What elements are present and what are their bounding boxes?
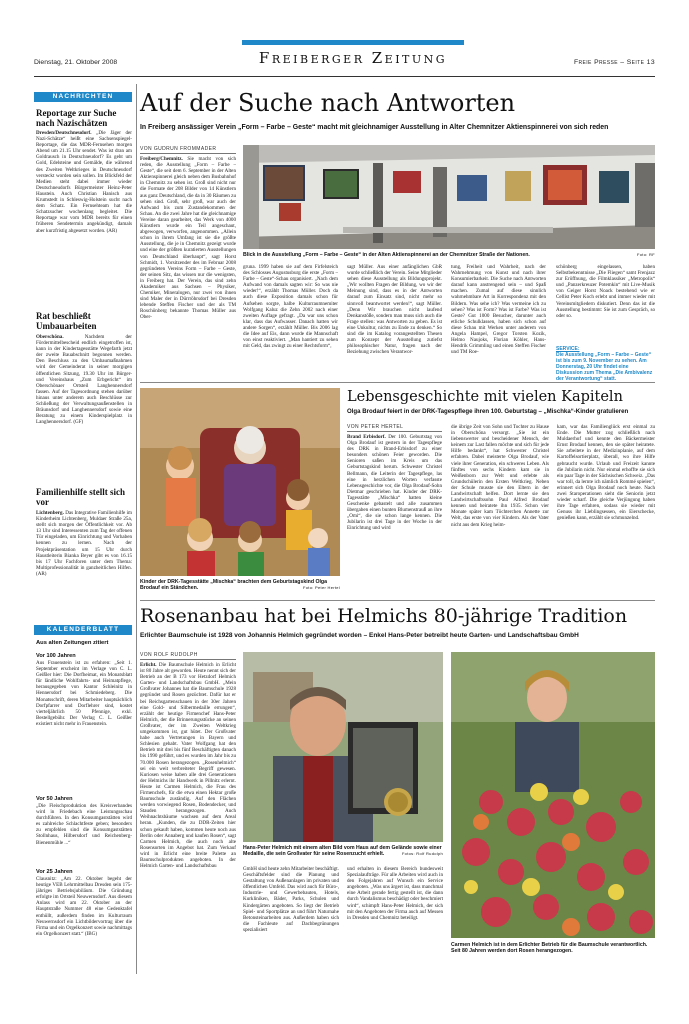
article1-photo	[243, 145, 655, 249]
article2-headline: Lebensgeschichte mit vielen Kapiteln	[347, 389, 623, 405]
masthead-paper-title: Freiberger Zeitung	[258, 49, 448, 67]
article3-photo-1-caption	[243, 845, 443, 857]
birthday-photo-graphic	[140, 388, 340, 576]
sidebar-divider	[136, 84, 137, 974]
calendar-entry-title: Vor 25 Jahren	[36, 869, 73, 875]
article3-photo-credit: Fotos: Rolf Rudolph	[401, 851, 443, 857]
calendar-subtitle: Aus alten Zeitungen zitiert	[36, 640, 109, 646]
sidebar-item-text	[36, 334, 132, 484]
article3-column-2: GmbH sind heute zehn Mitarbeiter beschäftigt. Geschäftsfelder sind die Planung und Gestaltung von Außenanlagen im privaten und öffentlichen Umfeld. Das wird auch für Büro-, Industrie- und Gewerbebauten, Hotels, Kurkliniken, Bäder, Parks, Schulen und Kindergärten angeboten. So liegt der Betrieb Spiel- und Sportplätze an und führt Naturnahe Betonsteinarbeiten aus. Außerdem haben sich die Fachleute auf Dachbegrünungen spezialisiert	[243, 866, 339, 933]
article1-headline: Auf der Suche nach Antworten	[140, 89, 516, 117]
sidebar-item-text	[36, 130, 132, 305]
article3-byline: VON ROLF RUDOLPH	[140, 652, 236, 660]
article2-text: Der 100. Geburtstag von Olga Brodauf ist gestern in der Tagespflege des DRK in Brand-Erbisdorf zu einer besonders schönen Feier geworden. Die Senioren saßen im Kreis um das Geburtstagskind herum. Schwester Christel Bellmann, die Leiterin der Tagespflege, las eine in herzlichen Worten verfasste Lebensgeschichte vor, die Olga Brodauf-Sohn Dietmar geschrieben hat. Kinder der DRK-Tagesstätte „Mischka“ hatten kleine Geschenke gebastelt und alle zusammen übergaben einen bunten Blumenstrauß an ihre „Omi“, die sie schon lange kennen. Die Jubilarin ist drei Tage in der Woche in der Einrichtung und wird	[347, 434, 442, 532]
article2-bottom-rule	[140, 600, 655, 601]
article2-column-2: die übrige Zeit von Sohn und Tochter zu Hause in Oberschöna versorgt. „Sie ist ein liebenswerter und bescheidener Mensch, der keinem zur Last fallen möchte und sich für jede Hilfe bedankt“, hat Schwester Christel erfahren. Dabei meisterte Olga Brodauf, wie viele ihrer Generation, ein schweres Leben. Als fünftes von sechs Kindern kam sie in Weißenborn zur Welt und erlebte als Grundschülerin den Ersten Weltkrieg. Neben der Schule musste sie den Eltern in der Landwirtschaft helfen. Dort lernte sie den Landwirtschaftssohn Paul Alfred Brodauf kennen und heiratete ihn 1935. Schon vier Monate später kam Töchterchen Annette zur Welt, das erste von vier Kindern. Als der Vater nicht aus dem Krieg heim-	[451, 424, 549, 528]
article2-photo-credit: Foto: Peter Hertel	[303, 585, 340, 591]
article3-place: Erlicht.	[140, 662, 157, 668]
article1-service-text: Die Ausstellung „Form – Farbe – Geste“ ist bis zum 9. November zu sehen. Am Donnerstag, 20 Uhr findet eine Diskussion zum Thema „Die Ambivalenz der Verantwortung“ statt.	[556, 352, 653, 382]
article2-subhead: Olga Brodauf feiert in der DRK-Tagespflege ihren 100. Geburtstag – „Mischka“-Kinder gratulieren	[347, 408, 629, 415]
article1-caption-text: Blick in die Ausstellung „Form – Farbe – Geste“ in der Alten Aktienspinnerei an der Chemnitzer Straße der Nationen.	[243, 252, 530, 258]
sidebar-item-body: Das Integrative Familienhilfe im Kinderheim Lichtenberg, Muldaer Straße 25a, stellt sich morgen der Öffentlichkeit vor. Ab 13 Uhr sind Interessenten zum Tag der offenen Tür eingeladen, um Einrichtung und Vorhaben kennen zu lernen. Nach der Projektpräsentation um 15 Uhr durch Haustleiterin Bianka Beyer gibt es von 16.15 bis 17 Uhr Fachforen unter dem Thema: Multiprofessionalität in ganzheitlichen Hilfen. (AR)	[36, 510, 132, 577]
masthead-accent-bar	[242, 40, 464, 45]
article1-column-3: sagt Müller. Aus einer anfänglichen GbR wurde schließlich der Verein. Seine Mitglieder sehen diese Ausstellung als Bildungsprojekt. „Wir wollten Fragen der Bildung, wo wir der Meinung sind, dass es in der Antworten darauf zum Einsatz sind, nicht mehr so sinnvoll beantwortet werden!“, sagt Müller. „Denn Wir brauchen nicht laufend Denkanstöße, sondern man muss sich auch die Frage stellen: was Antworten zu geben. Es ist eine Unkultur, nichts zu Ende zu denken.“ So sind die im Katalog vorangestellten Thesen zum Konzept der Ausstellung zutiefst philosophischer Natur, fragen nach der Beziehung zwischen Verantwor-	[347, 264, 442, 356]
article2-photo	[140, 388, 340, 576]
article1-column-2: gruna. 1999 haben sie auf dem Firfelsteich des Schlosses Augustusburg die erste „Form – Farbe – Geste“-Schau organisiert. „Nach dem Aufwand von damals sagten wir: So was nie wieder!“, erzählt Thomas Müller. Doch da auch diese Exposition damals schon für Aufsehen sorgte, halbe Kulturraumnemiter Wolfgang Kaluz die Zehn 2002 nach einer zweiten Auflage gefragt. „Da war uns schon klar, dass das Aufwasser. Danach hatten wir andere Sorgen“, erzählt Müller. Bis 2006 lag die Idee auf Eis, dann wurde die Mannschaft von einst reaktiviert. „Man hantiert zu sehen mit Geld, das zwingt zu einer Rechtsform“,	[243, 264, 338, 350]
article1-column-5: schönberg eingelassen, haben Selbstbekenntnisse „Die Fliegen“ samt Frenjazz zur Eröffnung, die Filmklassiker „Metropolis“ und „Panzerkreuzer Potemkin“ mit Live-Musik von Geiger Horst Noack bestehend wie er Cellist Peter Koch erlebt und immer wieder mit Vereinsmitgliedern diskutiert. Denn das ist die Ausstellung bestimmt: Sie ist zum Gespräch, so oder so.	[556, 264, 655, 319]
article2-caption-text: Kinder der DRK-Tagesstätte „Mischka“ brachten dem Geburtstagskind Olga Brodauf ein Ständchen.	[140, 579, 327, 592]
calendar-entry-title: Vor 100 Jahren	[36, 653, 76, 659]
masthead-page-info: Freie Presse – Seite 13	[573, 59, 655, 66]
article3-column-1	[140, 662, 236, 974]
article1-column-1	[140, 156, 236, 374]
article1-photo-caption	[243, 252, 655, 258]
sidebar-item-title: Familienhilfe stellt sich vor	[36, 487, 125, 507]
article1-service-label: SERVICE:	[556, 346, 580, 352]
calendar-entry-text: „Die Fleischproduktion des Kreisverbandes wird in Friedebach eine Leistungsschau durchführen. In den Konsumgaststätten wird es zahlreiche Schlachtfeste geben; besonders zu empfehlen sind die Konsumgaststätten Stollnhaus, Hilbersdorf und Reichenberg-Bienenmühle ...“	[36, 803, 132, 846]
masthead-rule	[34, 76, 655, 77]
article1-subhead: In Freiberg ansässiger Verein „Form – Farbe – Geste“ macht mit gleichnamiger Ausstellung in Alter Chemnitzer Aktienspinnerei von sich reden	[140, 124, 609, 131]
calendar-entry-title: Vor 50 Jahren	[36, 796, 73, 802]
article2-photo-caption	[140, 579, 340, 591]
article1-place: Freiberg/Chemnitz.	[140, 156, 183, 162]
sidebar-item-body: „Die Jäger der Nazi-Schätze“ heißt eine Sachsenspiegel-Reportage, die das MDR-Fernsehen morgen Abend um 21.15 Uhr sendet. Was ist dran am Goldrausch in Deutschneudorf? Es geht um Gold, Edelsteine und Gemälde, die während des Zweiten Weltkrieges in Deutschneudorf versteckt worden sein sollen. Im Blickfeld der Medien steht dabei immer wieder Deutschneudorfs Bürgermeister Heinz-Peter Haustein. Auch Christian Hanisch aus Krumstedt in Schleswig-Holstein sucht nach dem Schatz. Ein Fernsehteam hat die Schatzsucher wochenlang begleitet. Die Reportage war vom MDR bereits für einen früheren Sendetermin angekündigt, damals aber kurzfristig abgesetzt worden. (AR)	[36, 130, 132, 234]
article2-byline: VON PETER HERTEL	[347, 424, 442, 432]
sidebar-item-place: Dresden/Deutschneudorf.	[36, 130, 92, 136]
article1-column-4: tung, Freiheit und Wahrheit, nach der Wahrnehmung von Kunst und nach ihrer Konsumierbarkeit. Die Suche nach Antworten darauf kann anstrengend sein – und Spaß machen. Zumal auf diese sinnlich wahrnehmbare Art in Korrespondenz mit den Bildern. Was sehe ich? Was vermeine ich zu sehen? Was ist Form? Was ist Farbe? Was ist Geste? Gut 1000 Besucher, darunter auch etliche Schulklassen, haben sich schon auf diese Schau mit Werken unter anderem von Angela Hampel, Gregor Torsten Kozik, Helmo Naujoks, Florian Köhler, Hans-Hendrik Grimmling und einen Steffen Fischer und TM Roe-	[451, 264, 546, 356]
calendar-entry-text: Aus Frauenstein ist zu erfahren: „Seit 1. September erscheint im Verlage von C. L. Geißler hier: Die Dorfheimat, ein Monatsblatt für ländliche Wohlfahrts- und Heimatpflege, herausgegeben von Kantor Schleinitz in Hennersdorf bei Schmiedeberg. Die Monatsschrift, deren Mitarbeiter hauptsächlich Dorfpfarrer und Dorflehrer sind, kostet vierteljährlich 50 Pfennige, exkl. Bestellgebühr. Der Verlag C. L. Geißler existiert nicht mehr in Frauenstein.	[36, 660, 132, 727]
helmich-portrait-graphic	[243, 652, 443, 842]
sidebar-item-text	[36, 510, 132, 610]
article3-caption-1-text: Hans-Peter Helmich mit einem alten Bild vom Haus auf dem Gelände sowie einer Medaille, die sein Großvater für seine Rosenzucht erhielt.	[243, 845, 442, 858]
article3-column-3: und erhalten in diesem Bereich bundesweit Spezialaufträge. Für alle Arbeiten wird auch in den Folgejahren auf Wunsch ein Service angeboten. „Was uns ärgert ist, dass manchmal eine Arbeit gerade fertig gestellt ist, die dann durch Vandalismus beschädigt oder beschmiert wird“, schimpft Hans-Peter Helmich, der sich mit den Angeboten der Firma auch auf Messen in Dresden und Chemnitz beteiligt.	[347, 866, 443, 921]
article3-text: Die Baumschule Helmich in Erlicht ist 80 Jahre alt geworden. Heute nennt sich der Betrieb an der B 173 vor Hetzdorf Helmich Garten- und Landschaftsbau GmbH. „Mein Großvater Johannes hat die Baumschule 1928 gegründet und Rosen gezüchtet. Dafür hat er bei Reichsgartenschauen in der 30er Jahren eine Gold- und Silbermedaille errungen“, erzählt der heutige Firmenchef Hans-Peter Helmich, der die Brinnerungsstücke an seinen Großvater, der im Zweiten Weltkrieg umgekommen ist, gut hütet. Der Großvater habe auch Vertretungen in Bayern und Schlesien gehabt. Vater Wolfgang hat den Betrieb mit drei bis fünf Beschäftigten danach bis 1990 geführt, und es wurden im Jahr bis zu 70.000 Rosen herangezogen. „Rosenhelmich“ sei ein weit verbreiteter Begriff gewesen. Kuriosen weise haben alle drei Generationen der Helmichs ihr Handwerk in Pillnitz erlernt. Heute ist Carmen Helmich, die Frau des Firmenchefs, für die etwa einen Hektar große Baumschule zuständig. Auf den Flächen werden vorwiegend Rosen, Bodendecker, und Stauden herangezogen. Auch Weihnachtsbäume wachsen auf dem Areal heran. „Kunden, die zu DDR-Zeiten hier schon gekauft haben, kommen heute noch aus Berlin oder Annaberg und kaufen Rosen“, sagt Carmen Helmich, die auch noch alte Rosensorten im Angebot hat. Zum Verkauf wird in Erlicht eine breite Palette an Baumschulprodukten angeboten. In der Helmich Garten- und Landschaftsbau	[140, 662, 236, 870]
sidebar-news-label: NACHRICHTEN	[34, 92, 132, 102]
sidebar-item-place: Oberschöna.	[36, 334, 64, 340]
article2-column-1	[347, 434, 442, 594]
sidebar-item-title: Rat beschließt Umbauarbeiten	[36, 311, 97, 331]
article1-service-box	[556, 346, 655, 382]
sidebar-item-place: Lichtenberg.	[36, 510, 64, 516]
exhibition-photo-graphic	[243, 145, 655, 249]
sidebar-item-title: Reportage zur Suche nach Nazischätzen	[36, 108, 117, 128]
rose-nursery-photo-graphic	[451, 652, 655, 938]
article3-headline: Rosenanbau hat bei Helmichs 80-jährige Tradition	[140, 605, 628, 627]
calendar-entry-text: Clausnitz: „Am 22. Oktober begeht der heutige VEB Lehrmittelbau Dresden sein 175-jähriges Betriebsjubiläum. Die Gründung erfolgte im Ortsteil Neuwernsdorf. Aus diesem Anlass wird am 22. Oktober an der Hauptstraße Nummer 48 eine Gedenktafel enthüllt, außerdem finden im Kulturraum Neuwernsdorf ein Lichtbildervortrag über die Firma und ein Orgelkonzert sowie nachmittags ein Orgelkonzert statt.“ (IBG)	[36, 876, 132, 937]
masthead-date: Dienstag, 21. Oktober 2008	[34, 59, 118, 66]
article2-column-3: kam, war das Familienglück erst einmal zu Ende. Die Mutter zog schließlich nach Muldaerhof und kennte den Bäckermeister Ernst Brodauf kennen, den sie später heiratete. Sie arbeitete in der Medizinplanie, auf dem Kartoffelsortierplatz, überall, wo ihre Hilfe gebraucht wurde. Urlaub und Freizeit kannte die Jubilarin nicht. Nur einmal erhoffte sie sich ein paar Tage in der Sächsischen Schweiz. „Das war toll, da lernte ich nämlich Rommé spielen“, erinnert sich Olga Brodauf noch heute. Nach zwei Staroperationen sieht die Seniorin jetzt wieder scharf. Die gleiche Verjüngung haben ihre Tage erfahren, sodass sie wieder mit Genuss ihr Lieblingsessen, ein Eierschecke, genießen kann, erzählt sie schmunzelnd.	[557, 424, 655, 522]
article3-photo-2-caption: Carmen Helmich ist in dem Erlichter Betrieb für die Baumschule verantwortlich. Seit 80 Jahren werden dort Rosen herangezogen.	[451, 942, 648, 955]
article1-byline: VON GUDRUN FROMMADER	[140, 146, 236, 154]
article3-photo-1	[243, 652, 443, 842]
article2-place: Brand Erbisdorf.	[347, 434, 386, 440]
article1-text: Sie macht von sich reden, die Ausstellung „Form – Farbe – Geste“, die seit dem 6. September in der Alten Aktienspinnerei gleich neben dem Busbahnhof in Chemnitz zu sehen ist. Groß sind nicht nur die Formate der 208 Bilder von 14 Künstlern aus ganz Deutschland, die da in 30 Räumen zu sehen sind. Groß, sehr groß, war auch der Aufwand bis zum Zustandekommen der Schau. An die zwei Jahre hat die gleichnamige Vereine daran gearbeitet, das Werk von 4000 Künstlern wurde ein Teil angeschaut, abgewogen, verworfen, angenommen. „Allein schon in ihrem Umfang ist sie die größte Ausstellung, die je in Chemnitz gezeigt wurde und eine der größten kuratierten Ausstellungen von Deutschland überhaupt“, sagt Horst Schmidt, 1. Vorsitzender des im Februar 2008 gegründeten Vereins Form – Farbe – Geste, der seinen Sitz, das wissen nur die wenigsten, in Freiberg hat. Der Verein, das sind zehn Akademiker aus Sachsen – Physiker, Chemiker, Mineralogen, nur zwei von ihnen sind Maler der in Dürrröhrsdorf bei Dresden lebende Steffen Fischer und der als TM Roschönberg bekannte Thomas Müller aus Ober-	[140, 156, 236, 321]
sidebar-item-body: Nachdem der Fördermittelbescheid endlich eingetroffen ist, kann in der Kindertagesstätte Wegefarth jetzt der zweite Bauabschnitt begonnen werden. Den Beschluss zu den Umbaumaßnahmen wird der Gemeinderat in seiner morgigen öffentlichen Sitzung, 19.30 Uhr im Bürger- und Vereinshaus „Zum Erbgericht“ im Oberschönaer Ortsteil Langhennersdorf fassen. Auf der Tagesordnung stehen darüber hinaus unter anderem auch Beschlüsse zur Schließung der Verwaltungsaußenstellen in Bräunsdorf und Langhennersdorf sowie eine Beratung zu einem Kinderspielplatz in Langhennersdorf. (GF)	[36, 334, 132, 426]
article1-photo-credit: Foto: RF	[637, 252, 655, 257]
article3-photo-2	[451, 652, 655, 938]
sidebar-calendar-label: KALENDERBLATT	[34, 625, 132, 635]
article1-bottom-rule	[140, 382, 655, 383]
article3-subhead: Erlichter Baumschule ist 1928 von Johannis Helmich gegründet worden – Enkel Hans-Peter betreibt heute Garten- und Landschaftsbau GmbH	[140, 632, 579, 639]
